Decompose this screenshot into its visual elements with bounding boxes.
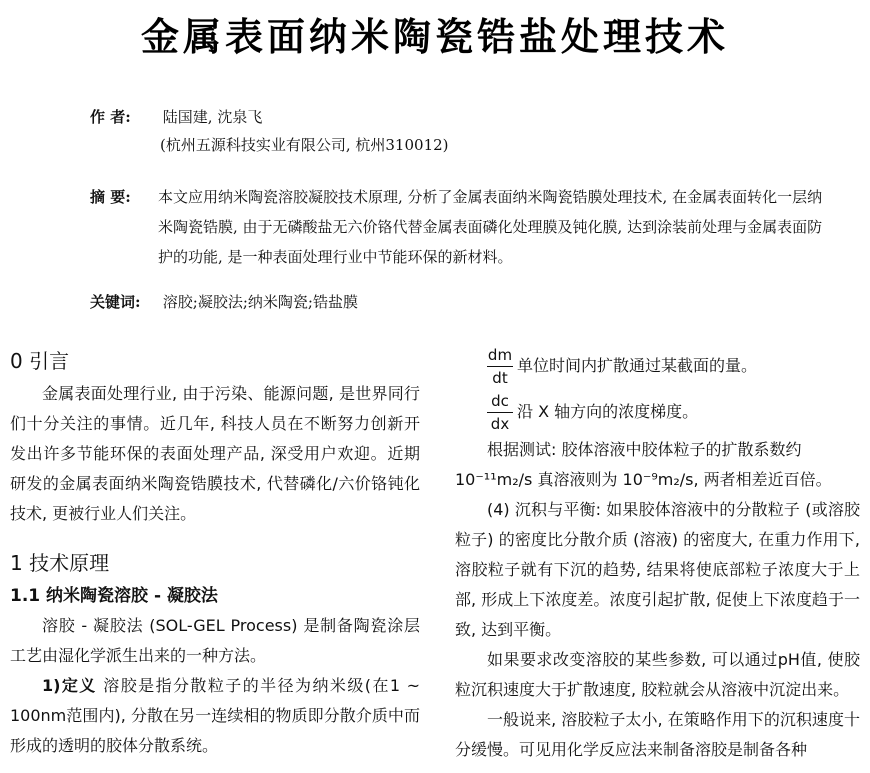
definition-text: 溶胶是指分散粒子的半径为纳米级(在1 ~ 100nm范围内), 分散在另一连续相的物质即分散介质中而形成的透明的胶体分散系统。 bbox=[10, 676, 420, 755]
section-1-heading: 1 技术原理 bbox=[10, 551, 110, 575]
abstract-text: 本文应用纳米陶瓷溶胶凝胶技术原理, 分析了金属表面纳米陶瓷锆膜处理技术, 在金属表面转化一层纳米陶瓷锆膜, 由于无磷酸盐无六价铬代替金属表面磷化处理膜及钝化膜, 达到涂装前处理与金属表面防护的功能, 是一种表面处理行业中节能环保的新材料。 bbox=[158, 188, 823, 266]
ph-paragraph: 如果要求改变溶胶的某些参数, 可以通过pH值, 使胶粒沉积速度大于扩散速度, 胶粒就会从溶液中沉淀出来。 bbox=[455, 650, 860, 699]
formula-dc-dx bbox=[455, 389, 860, 435]
sedimentation-paragraph: (4) 沉积与平衡: 如果胶体溶液中的分散粒子 (或溶胶粒子) 的密度比分散介质 (溶液) 的密度大, 在重力作用下, 溶胶粒子就有下沉的趋势, 结果将使底部粒子浓度大于上部, 形成上下浓度差。浓度引起扩散, 促使上下浓度趋于一致, 达到平衡。 bbox=[455, 500, 860, 639]
authors-label: 作 者: bbox=[90, 108, 131, 126]
keywords bbox=[90, 289, 830, 315]
fraction-dm-dt bbox=[487, 346, 513, 387]
fraction-numerator: dm bbox=[487, 345, 513, 364]
closing-paragraph: 一般说来, 溶胶粒子太小, 在策略作用下的沉积速度十分缓慢。可见用化学反应法来制备溶胶是制备各种 bbox=[455, 710, 860, 759]
formula-description: 单位时间内扩散通过某截面的量。 bbox=[517, 356, 758, 375]
definition-label: 1)定义 bbox=[42, 676, 97, 695]
section-1-1-heading: 1.1 纳米陶瓷溶胶 - 凝胶法 bbox=[10, 586, 218, 606]
section-0-heading: 0 引言 bbox=[10, 349, 70, 373]
authors-line bbox=[90, 104, 830, 130]
left-column bbox=[10, 343, 420, 761]
section-0-paragraph: 金属表面处理行业, 由于污染、能源问题, 是世界同行们十分关注的事情。近几年, 科技人员在不断努力创新开发出许多节能环保的表面处理产品, 深受用户欢迎。近期研发的金属表面纳米陶瓷锆膜技术, 代替磷化/六价铬钝化技术, 更被行业人们关注。 bbox=[10, 384, 420, 523]
fraction-denominator: dx bbox=[490, 414, 510, 433]
diffusion-values: 10⁻¹¹m₂/s 真溶液则为 10⁻⁹m₂/s, 两者相差近百倍。 bbox=[455, 470, 832, 489]
abstract-label: 摘 要: bbox=[90, 188, 131, 206]
author-names: 陆国建, 沈泉飞 bbox=[162, 108, 263, 126]
fraction-numerator: dc bbox=[491, 391, 509, 410]
abstract bbox=[90, 182, 830, 272]
keywords-text: 溶胶;凝胶法;纳米陶瓷;锆盐膜 bbox=[162, 293, 358, 311]
affiliation: (杭州五源科技实业有限公司, 杭州310012) bbox=[160, 136, 449, 154]
fraction-dc-dx bbox=[487, 392, 513, 433]
formula-dm-dt bbox=[455, 343, 860, 389]
definition-paragraph bbox=[10, 671, 420, 761]
paper-title: 金属表面纳米陶瓷锆盐处理技术 bbox=[140, 15, 729, 59]
fraction-denominator: dt bbox=[492, 368, 508, 387]
right-column bbox=[455, 343, 860, 765]
formula-description: 沿 X 轴方向的浓度梯度。 bbox=[517, 402, 699, 421]
section-1-1-paragraph: 溶胶 - 凝胶法 (SOL-GEL Process) 是制备陶瓷涂层工艺由湿化学派生出来的一种方法。 bbox=[10, 616, 420, 665]
measurement-paragraph: 根据测试: 胶体溶液中胶体粒子的扩散系数约 bbox=[487, 440, 802, 459]
keywords-label: 关键词: bbox=[90, 293, 141, 311]
